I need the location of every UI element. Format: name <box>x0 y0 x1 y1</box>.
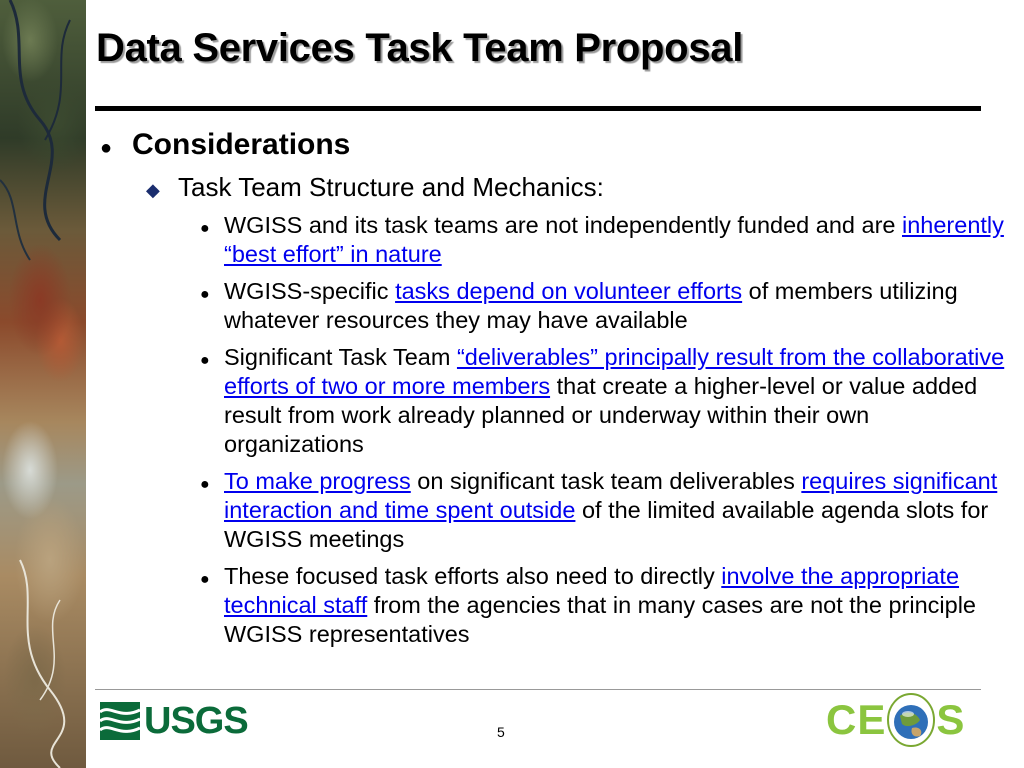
ceos-letters-right: S <box>936 696 966 743</box>
usgs-logo <box>100 700 248 742</box>
bullet-dot-icon: ● <box>200 352 210 369</box>
technical-staff-link[interactable]: involve the appropriate technical staff <box>224 563 960 618</box>
usgs-wordmark: USGS <box>144 699 248 742</box>
title-underline <box>95 106 981 111</box>
make-progress-link[interactable]: To make progress <box>224 468 411 494</box>
globe-icon <box>886 692 936 748</box>
list-item: ● WGISS-specific tasks depend on volunteer efforts of members utilizing whatever resources they may have available <box>200 278 958 333</box>
river-network-graphic <box>0 0 86 768</box>
list-item: ● These focused task efforts also need to directly involve the appropriate technical staff from the agencies that in many cases are not the principle WGISS representatives <box>200 563 976 647</box>
bullet-dot-icon: ● <box>200 286 210 303</box>
significant-interaction-link[interactable]: requires significant interaction and time spent outside <box>224 468 998 523</box>
page-number: 5 <box>497 724 505 740</box>
bullet-level1 <box>96 128 1016 162</box>
list-item: ● WGISS and its task teams are not independently funded and are inherently “best effort” in nature <box>200 212 1004 267</box>
satellite-image-sidebar <box>0 0 86 768</box>
list-item: ● Significant Task Team “deliverables” principally result from the collaborative efforts of two or more members that create a higher-level or value added result from work already planned or underway within their own organizations <box>200 344 1005 457</box>
bullet-level2 <box>146 172 1016 203</box>
deliverables-link[interactable]: “deliverables” principally result from the collaborative efforts of two or more members <box>224 344 1005 399</box>
diamond-bullet-icon: ◆ <box>146 180 160 200</box>
slide-title: Data Services Task Team Proposal <box>96 26 744 70</box>
list-item: ● To make progress on significant task team deliverables requires significant interaction and time spent outside of the limited available agenda slots for WGISS meetings <box>200 468 998 552</box>
bullet-dot-icon: ● <box>200 220 210 237</box>
usgs-wave-icon <box>100 702 140 740</box>
considerations-heading: Considerations <box>132 128 351 161</box>
inherently-best-effort-link[interactable]: inherently “best effort” in nature <box>224 212 1004 267</box>
bullet-dot-icon: ● <box>200 571 210 588</box>
structure-subheading: Task Team Structure and Mechanics: <box>178 172 604 202</box>
bullet-dot-icon: ● <box>100 137 113 159</box>
slide-content <box>96 128 1016 649</box>
ceos-letters-left: CE <box>826 696 887 743</box>
bullet-dot-icon: ● <box>200 476 210 493</box>
volunteer-efforts-link[interactable]: tasks depend on volunteer efforts <box>395 278 743 304</box>
ceos-logo <box>826 690 965 750</box>
